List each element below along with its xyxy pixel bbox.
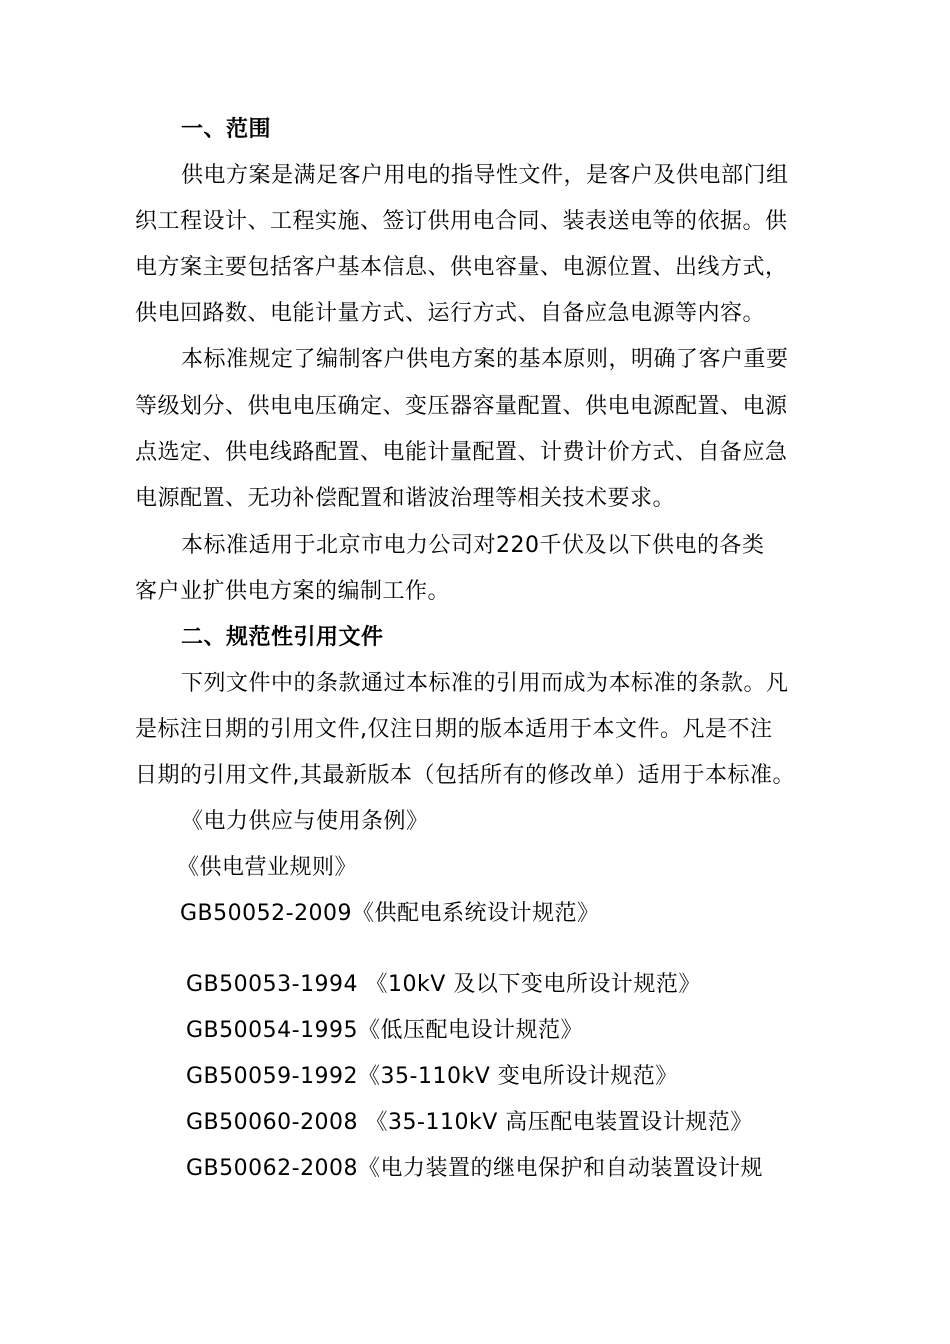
reference-item: GB50059-1992《35-110kV 变电所设计规范》 (186, 1064, 678, 1089)
paragraph-line: 供电方案是满足客户用电的指导性文件，是客户及供电部门组 (181, 163, 789, 188)
paragraph-line: 电源配置、无功补偿配置和谐波治理等相关技术要求。 (135, 486, 676, 511)
reference-item: GB50052-2009《供配电系统设计规范》 (180, 901, 600, 926)
reference-item: GB50053-1994 《10kV 及以下变电所设计规范》 (186, 972, 701, 997)
section-heading-normative-references: 二、规范性引用文件 (181, 625, 384, 650)
paragraph-line: 是标注日期的引用文件,仅注日期的版本适用于本文件。凡是不注 (135, 717, 773, 742)
reference-item: GB50054-1995《低压配电设计规范》 (186, 1018, 584, 1043)
paragraph-line: 织工程设计、工程实施、签订供用电合同、装表送电等的依据。供 (135, 209, 788, 234)
reference-item: 《供电营业规则》 (177, 855, 358, 880)
section-heading-scope: 一、范围 (181, 117, 272, 142)
paragraph-line: 下列文件中的条款通过本标准的引用而成为本标准的条款。凡 (181, 671, 789, 696)
reference-item: 《电力供应与使用条例》 (181, 809, 429, 834)
paragraph-line: 客户业扩供电方案的编制工作。 (135, 579, 451, 604)
paragraph-line: 本标准适用于北京市电力公司对220千伏及以下供电的各类 (181, 533, 765, 558)
paragraph-line: 等级划分、供电电压确定、变压器容量配置、供电电源配置、电源 (135, 394, 788, 419)
paragraph-line: 本标准规定了编制客户供电方案的基本原则，明确了客户重要 (181, 347, 789, 372)
paragraph-line: 电方案主要包括客户基本信息、供电容量、电源位置、出线方式， (135, 255, 788, 280)
paragraph-line: 日期的引用文件,其最新版本（包括所有的修改单）适用于本标准。 (135, 763, 795, 788)
reference-item: GB50062-2008《电力装置的继电保护和自动装置设计规 (186, 1156, 764, 1181)
paragraph-line: 点选定、供电线路配置、电能计量配置、计费计价方式、自备应急 (135, 440, 788, 465)
reference-item: GB50060-2008 《35-110kV 高压配电装置设计规范》 (186, 1110, 753, 1135)
paragraph-line: 供电回路数、电能计量方式、运行方式、自备应急电源等内容。 (135, 301, 766, 326)
